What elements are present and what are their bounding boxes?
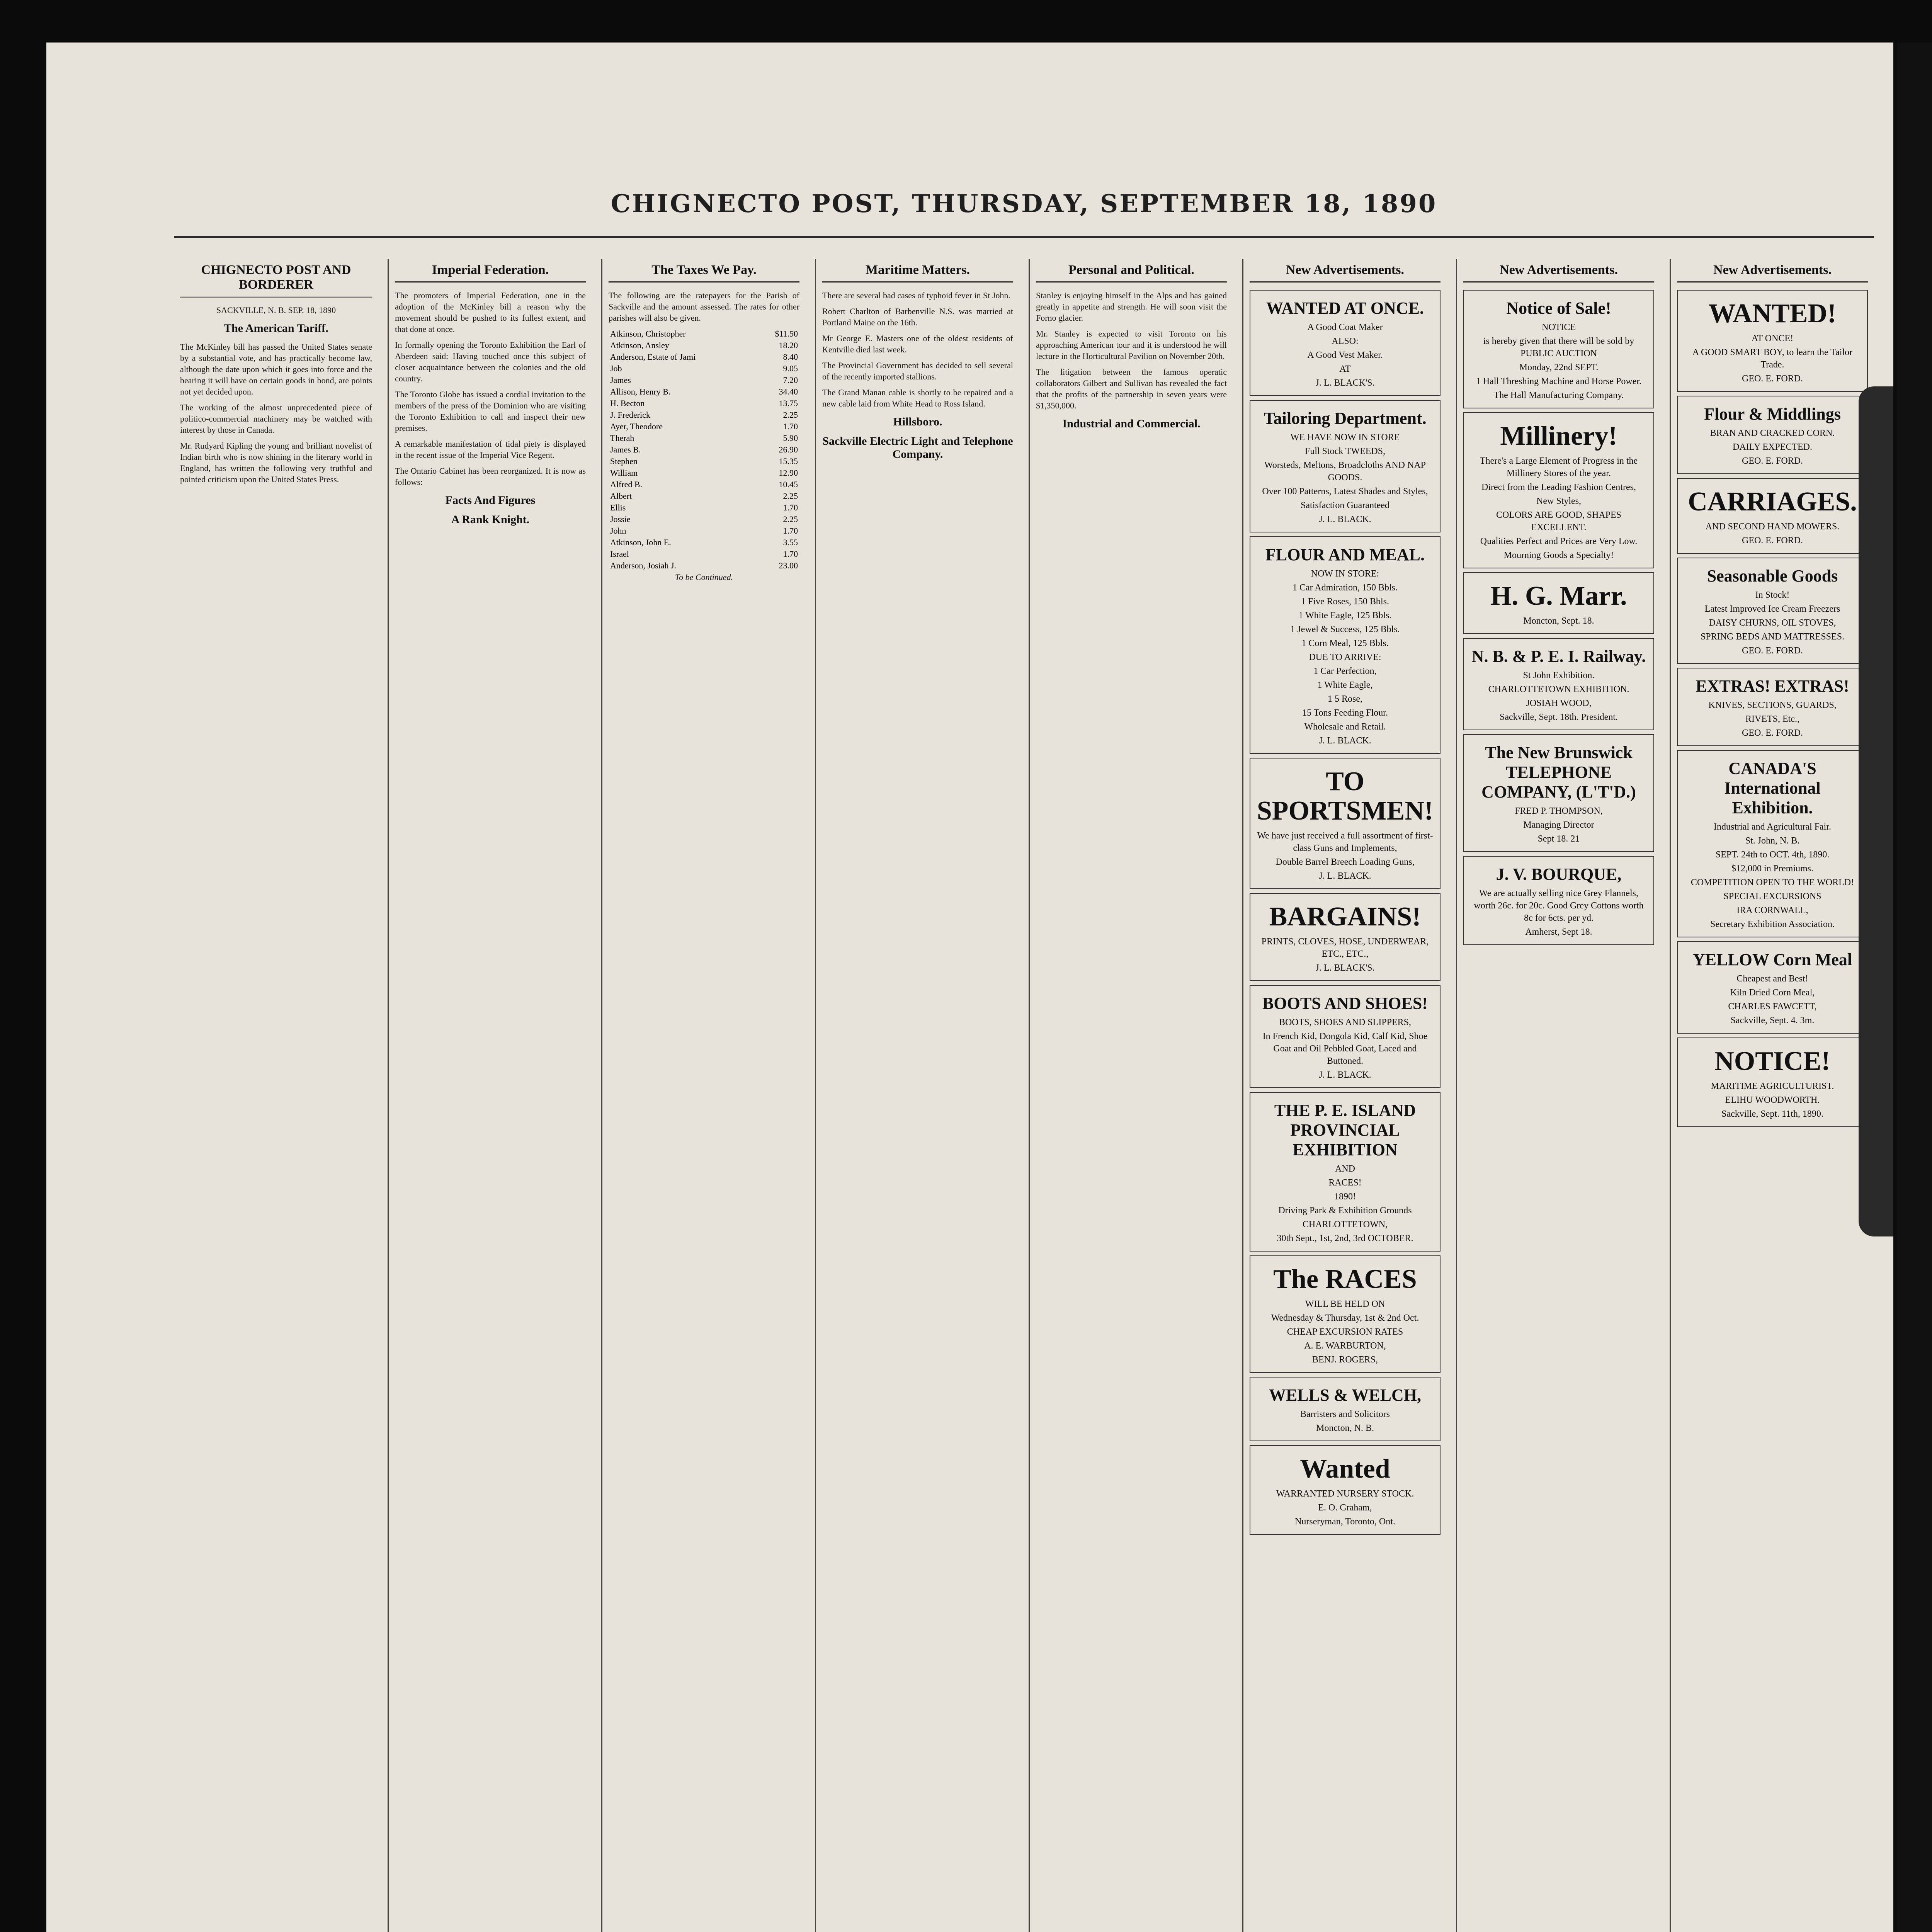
ad-line: COMPETITION OPEN TO THE WORLD! (1690, 878, 1854, 888)
advertisement (1250, 1445, 1440, 1535)
section-heading: Maritime Matters. (822, 263, 1013, 283)
ad-line: CHARLOTTETOWN, (1302, 1219, 1388, 1230)
news-item: The Provincial Government has decided to sell several of the recently imported stallions. (822, 361, 1013, 381)
ad-line: Mourning Goods a Specialty! (1503, 550, 1614, 560)
tax-name: William (610, 468, 638, 478)
advertisement (1677, 396, 1868, 474)
ad-title: The RACES (1273, 1264, 1417, 1294)
ad-line: ALSO: (1332, 336, 1359, 346)
section-heading: New Advertisements. (1677, 263, 1868, 283)
ad-line: COLORS ARE GOOD, SHAPES EXCELLENT. (1496, 510, 1622, 532)
advertisement (1677, 558, 1868, 664)
ad-line: Satisfaction Guaranteed (1301, 500, 1389, 510)
ad-title: CARRIAGES. (1688, 487, 1857, 517)
ad-line: RACES! (1328, 1178, 1362, 1188)
ad-title: Tailoring Department. (1264, 409, 1427, 428)
ad-line: 1 Jewel & Success, 125 Bbls. (1290, 624, 1400, 634)
ad-line: The Hall Manufacturing Company. (1493, 390, 1624, 400)
ad-line: WE HAVE NOW IN STORE (1290, 432, 1400, 442)
ad-line: In Stock! (1755, 590, 1790, 600)
tax-row (609, 374, 799, 386)
ad-line: Latest Improved Ice Cream Freezers (1704, 604, 1840, 614)
tax-amount: 1.70 (783, 422, 798, 431)
ad-title: H. G. Marr. (1490, 581, 1627, 611)
news-item: Mr. Stanley is expected to visit Toronto on his approaching American tour and it is understood he will lecture in the Horticultural Pavilion on November 20th. (1036, 329, 1227, 361)
section-heading: Personal and Political. (1036, 263, 1227, 283)
advertisement (1463, 572, 1654, 634)
tax-amount: 10.45 (779, 480, 798, 489)
newspaper-page (46, 43, 1893, 1932)
advertisement (1677, 668, 1868, 746)
ad-title: N. B. & P. E. I. Railway. (1471, 647, 1646, 666)
tax-row (609, 398, 799, 409)
article-paragraph: In formally opening the Toronto Exhibition the Earl of Aberdeen said: Having touched once this subject of closer acquaintance between the colonies and the old country. (395, 340, 586, 383)
ad-title: BARGAINS! (1269, 902, 1421, 932)
tax-row (609, 467, 799, 479)
ad-title: EXTRAS! EXTRAS! (1696, 677, 1849, 696)
tax-row (609, 525, 799, 537)
ad-title: BOOTS AND SHOES! (1262, 994, 1428, 1013)
ad-line: 1 Hall Threshing Machine and Horse Power. (1476, 376, 1642, 386)
ad-line: RIVETS, Etc., (1745, 714, 1799, 724)
advertisement (1250, 985, 1440, 1088)
ad-line: Kiln Dried Corn Meal, (1730, 988, 1815, 998)
ad-line: St. John, N. B. (1745, 836, 1800, 846)
ad-line: GEO. E. FORD. (1742, 728, 1803, 738)
tax-row (609, 340, 799, 351)
tax-row (609, 537, 799, 548)
taxes-intro: The following are the ratepayers for the Parish of Sackville and the amount assessed. The rates for other parishes will also be given. (609, 291, 799, 323)
advertisement (1250, 1092, 1440, 1252)
ad-line: J. L. BLACK. (1319, 1070, 1371, 1080)
ad-line: AND SECOND HAND MOWERS. (1705, 522, 1840, 532)
ad-line: GEO. E. FORD. (1742, 646, 1803, 656)
news-item: There are several bad cases of typhoid fever in St John. (822, 291, 1010, 300)
tax-row (609, 502, 799, 514)
news-item: Robert Charlton of Barbenville N.S. was married at Portland Maine on the 16th. (822, 306, 1013, 327)
tax-row (609, 328, 799, 340)
article-paragraph: The McKinley bill has passed the United States senate by a substantial vote, and has practically become law, although the date upon which it goes into force and the bearing it will have on certain goods in bond, are points not yet decided upon. (180, 342, 372, 396)
tax-name: Allison, Henry B. (610, 387, 671, 396)
tax-amount: 23.00 (779, 561, 798, 570)
column-maritime (815, 259, 1019, 1932)
masthead-rule (174, 236, 1874, 238)
tax-name: J. Frederick (610, 410, 650, 420)
ad-line: 15 Tons Feeding Flour. (1302, 708, 1388, 718)
ad-line: A Good Vest Maker. (1307, 350, 1383, 360)
ad-title: J. V. BOURQUE, (1496, 865, 1622, 884)
ad-line: BRAN AND CRACKED CORN. (1710, 428, 1835, 438)
ad-line: $12,000 in Premiums. (1731, 864, 1813, 874)
ad-list (1463, 290, 1654, 945)
ad-title: NOTICE! (1714, 1046, 1830, 1076)
ad-line: AT (1339, 364, 1351, 374)
advertisement (1463, 290, 1654, 408)
ad-line: is hereby given that there will be sold by PUBLIC AUCTION (1483, 336, 1634, 359)
ad-title: THE P. E. ISLAND PROVINCIAL EXHIBITION (1274, 1101, 1416, 1159)
column-ads-2 (1456, 259, 1660, 1932)
ad-title: WANTED AT ONCE. (1266, 299, 1424, 318)
dateline: SACKVILLE, N. B. SEP. 18, 1890 (216, 305, 336, 315)
subsection-heading: Facts And Figures (445, 494, 536, 507)
ad-line: AND (1335, 1164, 1355, 1174)
ad-line: Nurseryman, Toronto, Ont. (1295, 1517, 1395, 1527)
tax-amount: 8.40 (783, 352, 798, 362)
ad-line: JOSIAH WOOD, (1526, 698, 1592, 708)
advertisement (1677, 478, 1868, 554)
tax-amount: 1.70 (783, 549, 798, 559)
ad-line: MARITIME AGRICULTURIST. (1711, 1081, 1834, 1091)
tax-name: Stephen (610, 456, 638, 466)
ad-line: E. O. Graham, (1318, 1503, 1372, 1513)
ad-line: PRINTS, CLOVES, HOSE, UNDERWEAR, ETC., ETC., (1261, 937, 1429, 959)
ad-line: Sackville, Sept. 18th. President. (1500, 712, 1618, 722)
tax-amount: 34.40 (779, 387, 798, 396)
advertisement (1677, 941, 1868, 1034)
ad-line: WILL BE HELD ON (1305, 1299, 1385, 1309)
column-grid (174, 259, 1874, 1932)
ad-title: Seasonable Goods (1707, 566, 1838, 585)
column-editorial (174, 259, 378, 1932)
ad-title: WELLS & WELCH, (1269, 1386, 1422, 1405)
ad-line: Sackville, Sept. 4. 3m. (1730, 1015, 1815, 1026)
tax-row (609, 490, 799, 502)
ad-line: DAISY CHURNS, OIL STOVES, (1709, 618, 1836, 628)
subsection-heading: Industrial and Commercial. (1062, 417, 1201, 430)
tax-row (609, 514, 799, 525)
subsection-heading: Hillsboro. (893, 415, 942, 428)
ad-line: A GOOD SMART BOY, to learn the Tailor Trade. (1692, 347, 1853, 370)
advertisement (1250, 536, 1440, 754)
advertisement (1250, 893, 1440, 981)
ad-title: Wanted (1300, 1454, 1390, 1484)
ad-line: NOW IN STORE: (1311, 569, 1379, 579)
tax-amount: 3.55 (783, 537, 798, 547)
advertisement (1677, 750, 1868, 937)
section-heading: New Advertisements. (1463, 263, 1654, 283)
advertisement (1677, 290, 1868, 392)
tax-name: Albert (610, 491, 632, 501)
tax-row (609, 351, 799, 363)
ad-line: J. L. BLACK. (1319, 736, 1371, 746)
tax-name: Anderson, Josiah J. (610, 561, 677, 570)
ad-line: CHARLOTTETOWN EXHIBITION. (1488, 684, 1629, 694)
ad-title: Millinery! (1500, 421, 1617, 451)
tax-amount: 2.25 (783, 491, 798, 501)
ad-line: FRED P. THOMPSON, (1515, 806, 1603, 816)
ad-line: 30th Sept., 1st, 2nd, 3rd OCTOBER. (1277, 1233, 1413, 1243)
ad-title: TO SPORTSMEN! (1257, 767, 1434, 826)
tax-name: Ayer, Theodore (610, 422, 663, 431)
ad-line: Amherst, Sept 18. (1525, 927, 1592, 937)
continued-note: To be Continued. (675, 572, 733, 582)
tax-name: Therah (610, 433, 634, 443)
ad-line: 1890! (1334, 1192, 1356, 1202)
ad-line: SPRING BEDS AND MATTRESSES. (1700, 632, 1845, 642)
ad-line: 1 Five Roses, 150 Bbls. (1301, 597, 1389, 607)
ad-title: FLOUR AND MEAL. (1265, 545, 1425, 564)
ad-line: We have just received a full assortment of first-class Guns and Implements, (1257, 831, 1433, 853)
column-imperial-federation (388, 259, 592, 1932)
paper-name: CHIGNECTO POST AND BORDERER (180, 263, 372, 298)
advertisement (1463, 412, 1654, 568)
ad-line: DUE TO ARRIVE: (1309, 652, 1381, 662)
advertisement (1250, 290, 1440, 396)
column-ads-1 (1242, 259, 1447, 1932)
ad-line: DAILY EXPECTED. (1732, 442, 1812, 452)
subsection-heading: A Rank Knight. (451, 513, 530, 526)
ad-title: CANADA'S International Exhibition. (1724, 759, 1821, 817)
ad-line: Direct from the Leading Fashion Centres, (1481, 482, 1636, 492)
tax-amount: 26.90 (779, 445, 798, 454)
tax-row (609, 456, 799, 467)
ad-line: 1 White Eagle, (1317, 680, 1373, 690)
advertisement (1250, 1255, 1440, 1373)
tax-name: Job (610, 364, 622, 373)
column-ads-3 (1670, 259, 1874, 1932)
ad-line: Moncton, Sept. 18. (1523, 616, 1594, 626)
advertisement (1677, 1037, 1868, 1127)
ad-list (1250, 290, 1440, 1535)
tax-amount: 5.90 (783, 433, 798, 443)
advertisement (1463, 734, 1654, 852)
ad-line: Sept 18. 21 (1537, 834, 1580, 844)
tax-amount: 18.20 (779, 340, 798, 350)
ad-line: A Good Coat Maker (1307, 322, 1383, 332)
ad-line: NOTICE (1542, 322, 1576, 332)
ad-line: GEO. E. FORD. (1742, 374, 1803, 384)
tax-row (609, 432, 799, 444)
ad-line: In French Kid, Dongola Kid, Calf Kid, Shoe Goat and Oil Pebbled Goat, Laced and Buttoned. (1262, 1031, 1428, 1066)
article-paragraph: A remarkable manifestation of tidal piety is displayed in the recent issue of the Imperial Vice Regent. (395, 439, 586, 460)
ad-line: 1 White Eagle, 125 Bbls. (1298, 611, 1392, 621)
section-heading: New Advertisements. (1250, 263, 1440, 283)
ad-line: Qualities Perfect and Prices are Very Low. (1480, 536, 1638, 546)
ad-line: KNIVES, SECTIONS, GUARDS, (1708, 700, 1837, 710)
tax-name: H. Becton (610, 398, 645, 408)
ad-line: Cheapest and Best! (1736, 974, 1808, 984)
news-item: Mr George E. Masters one of the oldest residents of Kentville died last week. (822, 333, 1013, 354)
tax-amount: 9.05 (783, 364, 798, 373)
ad-title: Flour & Middlings (1704, 405, 1841, 423)
tax-row (609, 479, 799, 490)
news-item: Stanley is enjoying himself in the Alps and has gained greatly in appetite and strength. He will soon visit the Forno glacier. (1036, 291, 1227, 323)
ad-line: 1 5 Rose, (1328, 694, 1362, 704)
subsection-heading: Sackville Electric Light and Telephone Company. (822, 435, 1013, 461)
tax-name: Atkinson, Christopher (610, 329, 686, 338)
tax-row (609, 363, 799, 374)
page-curl (1859, 386, 1893, 1236)
ad-line: New Styles, (1536, 496, 1581, 506)
ad-line: Wednesday & Thursday, 1st & 2nd Oct. (1271, 1313, 1419, 1323)
tax-name: Israel (610, 549, 629, 559)
section-heading: The Taxes We Pay. (609, 263, 799, 283)
tax-amount: 2.25 (783, 514, 798, 524)
ad-title: WANTED! (1708, 299, 1837, 328)
tax-name: Alfred B. (610, 480, 643, 489)
scan-edge (1897, 43, 1932, 1932)
ad-line: Moncton, N. B. (1316, 1423, 1374, 1433)
tax-name: Anderson, Estate of Jami (610, 352, 696, 362)
article-title: The American Tariff. (224, 322, 328, 335)
tax-amount: 7.20 (783, 375, 798, 385)
ad-line: WARRANTED NURSERY STOCK. (1276, 1489, 1414, 1499)
ad-line: CHEAP EXCURSION RATES (1287, 1327, 1403, 1337)
ad-line: BOOTS, SHOES AND SLIPPERS, (1279, 1017, 1412, 1027)
ad-list (1677, 290, 1868, 1127)
tax-name: James (610, 375, 631, 385)
tax-name: John (610, 526, 626, 536)
ad-line: 1 Car Perfection, (1313, 666, 1377, 676)
tax-row (609, 444, 799, 456)
ad-line: Barristers and Solicitors (1300, 1409, 1390, 1419)
tax-row (609, 560, 799, 571)
ad-line: Secretary Exhibition Association. (1710, 919, 1835, 929)
tax-amount: 2.25 (783, 410, 798, 420)
tax-amount: 1.70 (783, 503, 798, 512)
ad-line: SEPT. 24th to OCT. 4th, 1890. (1715, 850, 1830, 860)
section-heading: Imperial Federation. (395, 263, 586, 283)
ad-line: Over 100 Patterns, Latest Shades and Styles, (1262, 486, 1428, 497)
masthead: CHIGNECTO POST, THURSDAY, SEPTEMBER 18, 1890 (611, 189, 1437, 218)
article-paragraph: The Toronto Globe has issued a cordial invitation to the members of the press of the Dominion who are visiting the Toronto Exhibition to call and inspect their new premises. (395, 389, 586, 433)
ad-title: The New Brunswick TELEPHONE COMPANY, (L'T'D.) (1481, 743, 1636, 801)
article-paragraph: The Ontario Cabinet has been reorganized. It is now as follows: (395, 466, 586, 487)
column-taxes (601, 259, 806, 1932)
ad-line: AT ONCE! (1751, 333, 1794, 344)
ad-line: Double Barrel Breech Loading Guns, (1276, 857, 1415, 867)
advertisement (1250, 400, 1440, 532)
tax-name: Ellis (610, 503, 626, 512)
ad-line: Driving Park & Exhibition Grounds (1278, 1206, 1412, 1216)
tax-table (609, 328, 799, 571)
column-personal (1029, 259, 1233, 1932)
tax-name: Atkinson, John E. (610, 537, 671, 547)
ad-line: ELIHU WOODWORTH. (1725, 1095, 1820, 1105)
ad-line: 1 Car Admiration, 150 Bbls. (1293, 583, 1398, 593)
ad-line: 1 Corn Meal, 125 Bbls. (1301, 638, 1389, 648)
advertisement (1463, 638, 1654, 730)
news-item: The Grand Manan cable is shortly to be repaired and a new cable laid from White Head to Ross Island. (822, 388, 1013, 408)
ad-line: There's a Large Element of Progress in the Millinery Stores of the year. (1480, 456, 1638, 478)
tax-name: Atkinson, Ansley (610, 340, 669, 350)
tax-row (609, 386, 799, 398)
tax-row (609, 409, 799, 421)
ad-line: Managing Director (1523, 820, 1594, 830)
tax-amount: 13.75 (779, 398, 798, 408)
advertisement (1250, 758, 1440, 889)
tax-amount: $11.50 (775, 329, 798, 338)
ad-line: Monday, 22nd SEPT. (1519, 362, 1599, 372)
ad-line: IRA CORNWALL, (1736, 905, 1808, 915)
ad-title: Notice of Sale! (1506, 299, 1611, 318)
tax-row (609, 421, 799, 432)
ad-line: J. L. BLACK. (1319, 514, 1371, 524)
ad-line: Wholesale and Retail. (1304, 722, 1386, 732)
ad-line: GEO. E. FORD. (1742, 536, 1803, 546)
article-paragraph: Mr. Rudyard Kipling the young and brilliant novelist of Indian birth who is now shining in the literary world in England, has written the following very truthful and pointed criticism upon the United States Press. (180, 441, 372, 484)
news-item: The litigation between the famous operatic collaborators Gilbert and Sullivan has revealed the fact that the profits of the partnership in seven years were $1,350,000. (1036, 367, 1227, 410)
ad-title: YELLOW Corn Meal (1692, 950, 1852, 969)
ad-line: GEO. E. FORD. (1742, 456, 1803, 466)
tax-amount: 1.70 (783, 526, 798, 536)
ad-line: J. L. BLACK'S. (1315, 378, 1375, 388)
tax-amount: 12.90 (779, 468, 798, 478)
article-paragraph: The working of the almost unprecedented piece of politico-commercial machinery may be watched with interest by those in Canada. (180, 403, 372, 435)
ad-line: We are actually selling nice Grey Flannels, worth 26c. for 20c. Good Grey Cottons worth 8c for 6cts. per yd. (1474, 888, 1644, 923)
ad-line: J. L. BLACK. (1319, 871, 1371, 881)
ad-line: J. L. BLACK'S. (1315, 963, 1375, 973)
ad-line: Full Stock TWEEDS, (1304, 446, 1386, 456)
ad-line: Industrial and Agricultural Fair. (1714, 822, 1831, 832)
ad-line: BENJ. ROGERS, (1312, 1355, 1378, 1365)
advertisement (1250, 1377, 1440, 1441)
tax-name: James B. (610, 445, 641, 454)
tax-row (609, 548, 799, 560)
tax-name: Jossie (610, 514, 631, 524)
ad-line: SPECIAL EXCURSIONS (1723, 891, 1821, 901)
ad-line: St John Exhibition. (1523, 670, 1595, 680)
ad-line: A. E. WARBURTON, (1304, 1341, 1386, 1351)
ad-line: Sackville, Sept. 11th, 1890. (1721, 1109, 1823, 1119)
tax-amount: 15.35 (779, 456, 798, 466)
advertisement (1463, 856, 1654, 945)
ad-line: CHARLES FAWCETT, (1728, 1002, 1817, 1012)
article-paragraph: The promoters of Imperial Federation, one in the adoption of the McKinley bill a reason why the movement should be pushed to its fullest extent, and that done at once. (395, 291, 586, 334)
ad-line: Worsteds, Meltons, Broadcloths AND NAP GOODS. (1264, 460, 1426, 483)
